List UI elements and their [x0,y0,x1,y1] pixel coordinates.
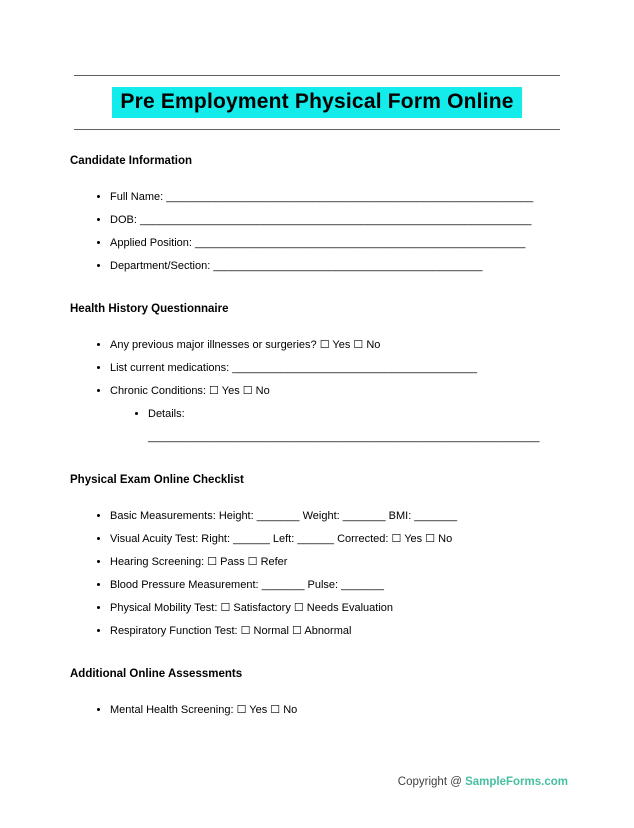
section-heading-candidate-information: Candidate Information [70,155,193,167]
list-item-applied-position: • Applied Position: ______________________________________________________ [110,232,568,255]
health-history-list [70,334,568,449]
page-title: Pre Employment Physical Form Online [120,90,514,113]
sampleforms-link[interactable]: SampleForms.com [465,776,568,788]
title-highlight [112,87,521,118]
list-item-previous-illnesses: • Any previous major illnesses or surgeries? ☐ Yes ☐ No [110,334,568,357]
details-fill-in-line: ________________________________________________________________ [148,431,540,443]
list-item-dob: • DOB: ________________________________________________________________ [110,209,568,232]
list-item-chronic-conditions [110,380,568,449]
list-item-current-medications: • List current medications: ________________________________________ [110,357,568,380]
list-item-physical-mobility: • Physical Mobility Test: ☐ Satisfactory ☐ Needs Evaluation [110,597,568,620]
list-item-mental-health-screening: • Mental Health Screening: ☐ Yes ☐ No [110,699,568,722]
physical-exam-checklist-list [70,505,568,643]
list-item-basic-measurements: • Basic Measurements: Height: _______ Weight: _______ BMI: _______ [110,505,568,528]
footer-copyright [398,776,568,788]
list-item-blood-pressure: • Blood Pressure Measurement: _______ Pulse: _______ [110,574,568,597]
list-item-details [148,403,568,449]
title-underline-divider [74,129,560,130]
list-item-full-name: • Full Name: ____________________________________________________________ [110,186,568,209]
section-heading-health-history: Health History Questionnaire [70,303,229,315]
additional-assessments-list [70,699,568,722]
form-content [0,154,634,722]
candidate-information-list [70,186,568,278]
section-heading-additional-assessments: Additional Online Assessments [70,668,243,680]
section-heading-physical-exam-checklist: Physical Exam Online Checklist [70,474,244,486]
list-item-chronic-conditions-text: Chronic Conditions: ☐ Yes ☐ No [110,385,270,397]
list-item-department-section: • Department/Section: ____________________________________________ [110,255,568,278]
list-item-hearing-screening: • Hearing Screening: ☐ Pass ☐ Refer [110,551,568,574]
list-item-respiratory-function: • Respiratory Function Test: ☐ Normal ☐ Abnormal [110,620,568,643]
details-label: Details: [148,408,185,420]
title-row [0,87,634,118]
copyright-text: Copyright @ [397,776,466,788]
list-item-visual-acuity: • Visual Acuity Test: Right: ______ Left: ______ Corrected: ☐ Yes ☐ No [110,528,568,551]
chronic-conditions-sublist [110,403,568,449]
top-divider [74,75,560,76]
